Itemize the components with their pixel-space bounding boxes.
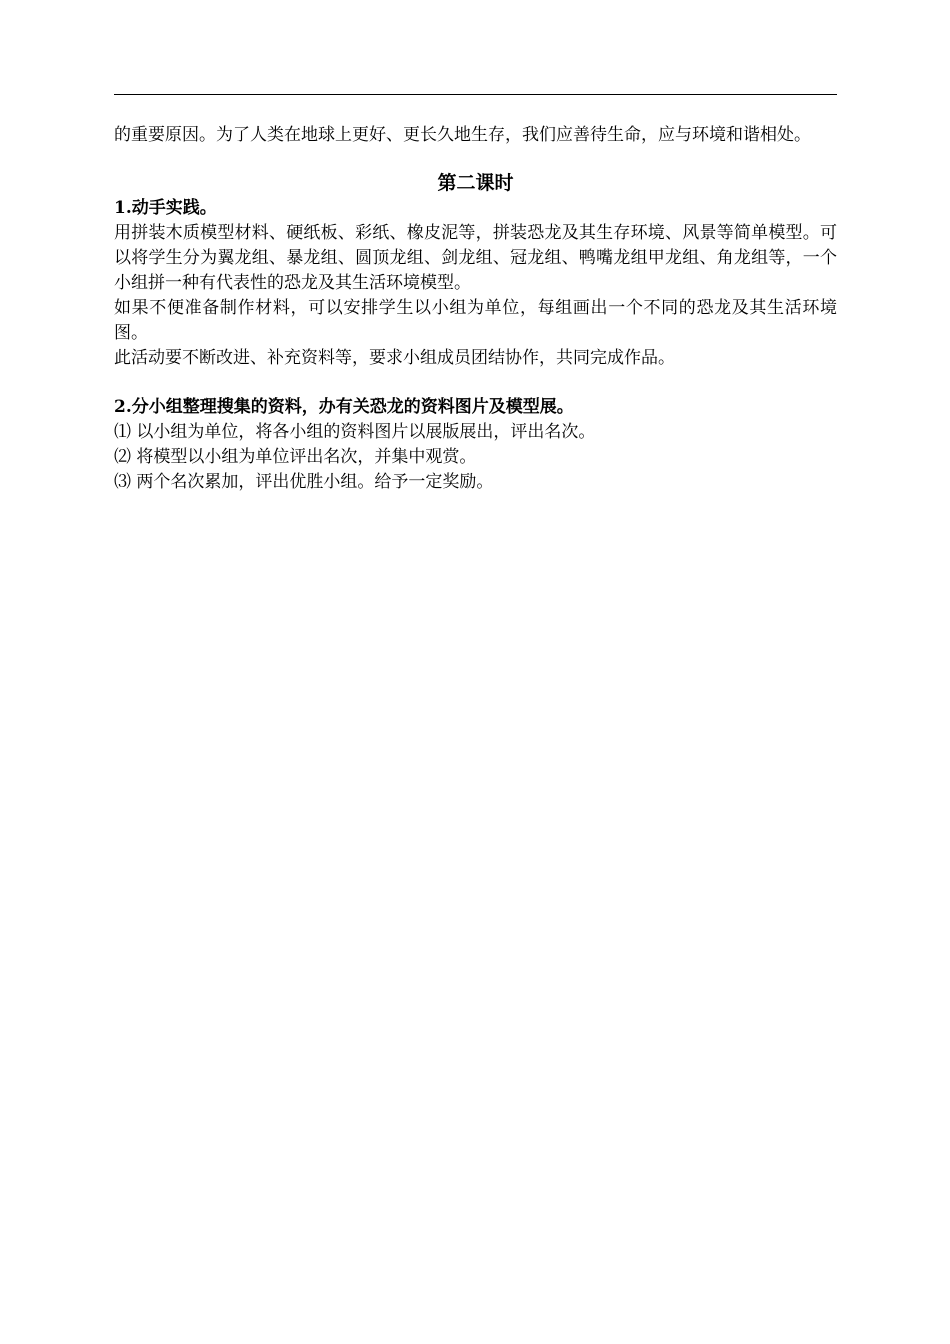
intro-paragraph: 的重要原因。为了人类在地球上更好、更长久地生存，我们应善待生命，应与环境和谐相处。 bbox=[114, 125, 811, 145]
section-2-item-1: ⑴ 以小组为单位，将各小组的资料图片以展版展出，评出名次。 bbox=[114, 422, 596, 442]
section-2-item-3: ⑶ 两个名次累加，评出优胜小组。给予一定奖励。 bbox=[114, 472, 494, 492]
section-2-heading: 2.分小组整理搜集的资料，办有关恐龙的资料图片及模型展。 bbox=[114, 397, 574, 417]
section-1-paragraph-1: 用拼装木质模型材料、硬纸板、彩纸、橡皮泥等，拼装恐龙及其生存环境、风景等简单模型。可以将学生分为翼龙组、暴龙组、圆顶龙组、剑龙组、冠龙组、鸭嘴龙组甲龙组、角龙组等，一个小组拼一种有代表性的恐龙及其生活环境模型。 bbox=[114, 223, 837, 293]
section-1-paragraph-2: 如果不便准备制作材料，可以安排学生以小组为单位，每组画出一个不同的恐龙及其生活环境图。 bbox=[114, 298, 837, 343]
section-1-heading: 1.动手实践。 bbox=[114, 198, 217, 218]
section-1-paragraph-3: 此活动要不断改进、补充资料等，要求小组成员团结协作，共同完成作品。 bbox=[114, 348, 675, 368]
header-rule bbox=[114, 94, 837, 95]
document-page bbox=[114, 94, 837, 495]
section-2-item-2: ⑵ 将模型以小组为单位评出名次，并集中观赏。 bbox=[114, 447, 477, 467]
lesson-title: 第二课时 bbox=[437, 172, 514, 194]
document-body bbox=[114, 123, 837, 495]
